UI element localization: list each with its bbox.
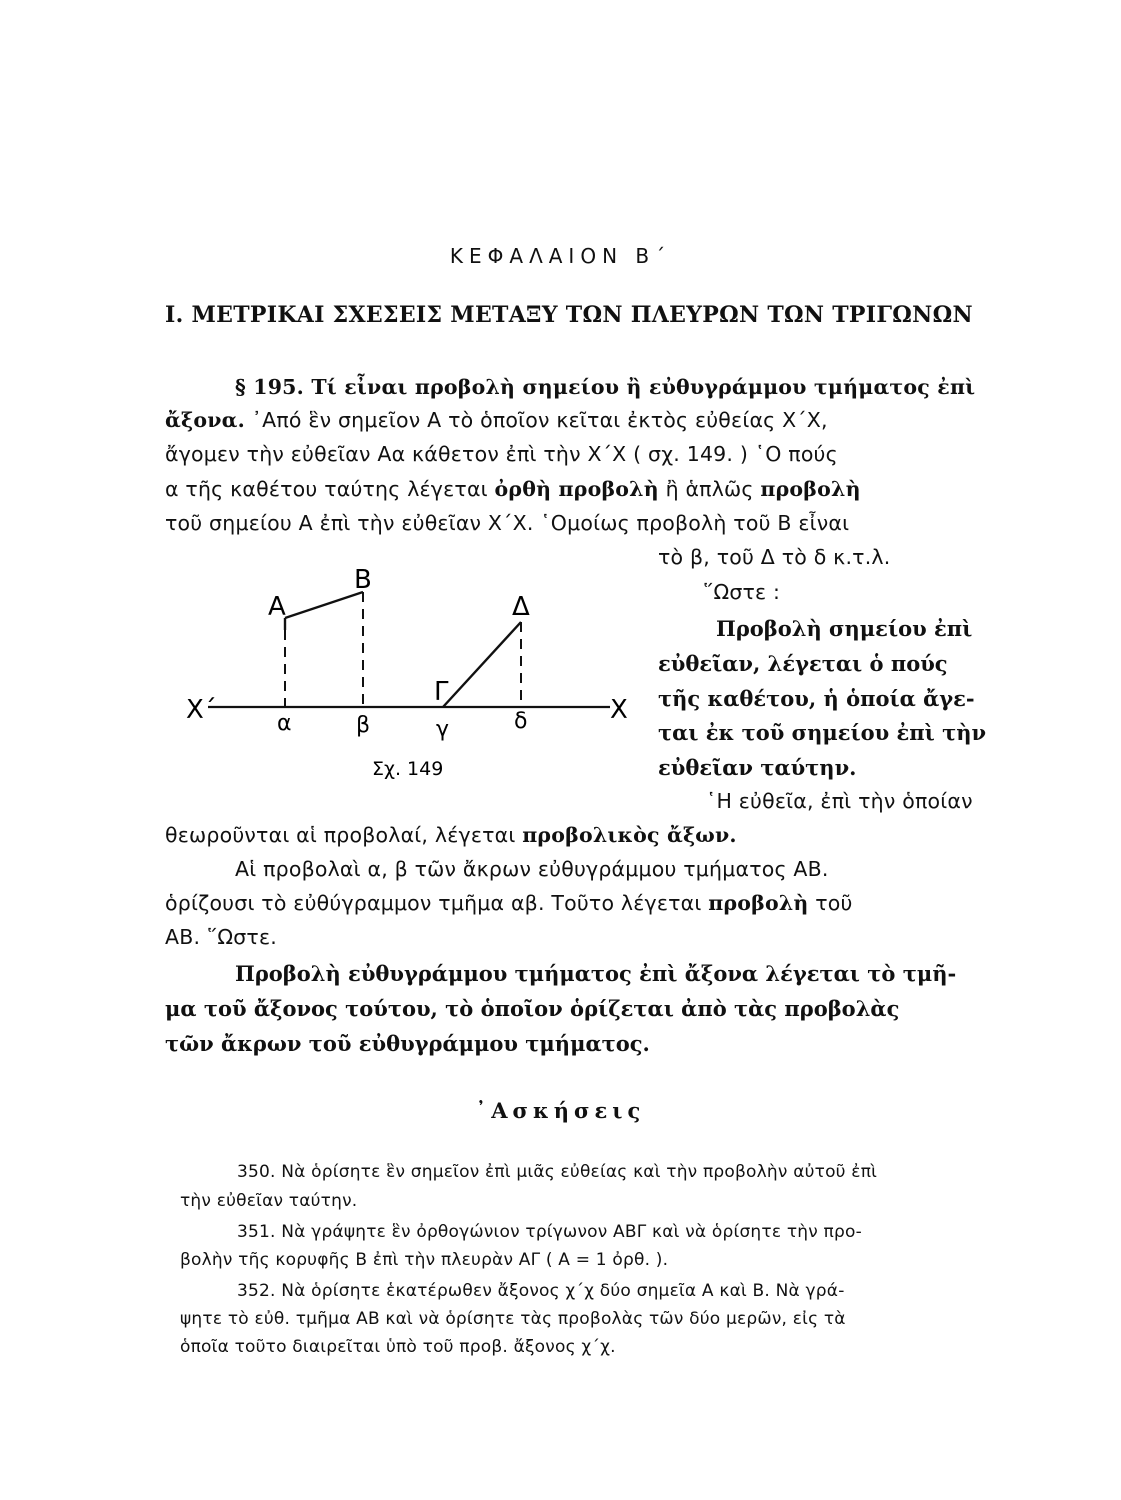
section-title: Ι. ΜΕΤΡΙΚΑΙ ΣΧΕΣΕΙΣ ΜΕΤΑΞΥ ΤΩΝ ΠΛΕΥΡΩΝ ΤΩΝ ΤΡΙΓΩΝΩΝ bbox=[165, 302, 973, 328]
exercise-line: βολὴν τῆς κορυφῆς Β ἐπὶ τὴν πλευρὰν ΑΓ ( Α = 1 ὀρθ. ). bbox=[180, 1250, 669, 1270]
label-delta: δ bbox=[514, 709, 528, 734]
exercise-line: 352. Νὰ ὁρίσητε ἑκατέρωθεν ἄξονος χ΄χ δύο σημεῖα Α καὶ Β. Νὰ γρά- bbox=[237, 1281, 845, 1301]
paragraph-line: τὸ β, τοῦ Δ τὸ δ κ.τ.λ. bbox=[658, 545, 891, 569]
paragraph-line: Αἱ προβολαὶ α, β τῶν ἄκρων εὐθυγράμμου τμήματος ΑΒ. bbox=[235, 857, 829, 881]
label-d: Δ bbox=[512, 592, 530, 622]
bold-term: προβολὴ bbox=[760, 477, 861, 501]
definition-line: Προβολὴ εὐθυγράμμου τμήματος ἐπὶ ἄξονα λέγεται τὸ τμῆ- bbox=[235, 961, 957, 986]
exercise-line: 350. Νὰ ὁρίσητε ἓν σημεῖον ἐπὶ μιᾶς εὐθείας καὶ τὴν προβολὴν αὐτοῦ ἐπὶ bbox=[237, 1162, 878, 1182]
paragraph-line: ΑΒ. ῞Ωστε. bbox=[165, 925, 277, 949]
paragraph-line bbox=[165, 823, 737, 847]
paragraph-line bbox=[165, 477, 861, 501]
figure-caption: Σχ. 149 bbox=[372, 758, 444, 780]
chapter-title: ΚΕΦΑΛΑΙΟΝ Β΄ bbox=[449, 244, 672, 268]
paragraph-line: ῞Ωστε : bbox=[703, 580, 781, 604]
paragraph-line: τοῦ σημείου Α ἐπὶ τὴν εὐθεῖαν Χ΄Χ. ῾Ομοίως προβολὴ τοῦ Β εἶναι bbox=[165, 511, 850, 535]
paragraph-line: ἄγομεν τὴν εὐθεῖαν Αα κάθετον ἐπὶ τὴν Χ΄Χ ( σχ. 149. ) ῾Ο πούς bbox=[165, 442, 838, 466]
paragraph-line bbox=[165, 408, 828, 432]
bold-term: ὀρθὴ προβολὴ bbox=[494, 477, 659, 501]
definition-line: ται ἐκ τοῦ σημείου ἐπὶ τὴν bbox=[658, 720, 987, 745]
segment-ab bbox=[285, 592, 363, 618]
exercise-line: ὁποῖα τοῦτο διαιρεῖται ὑπὸ τοῦ προβ. ἄξονος χ΄χ. bbox=[180, 1337, 616, 1357]
definition-line: τῶν ἄκρων τοῦ εὐθυγράμμου τμήματος. bbox=[165, 1031, 650, 1056]
paragraph-heading-end: ἄξονα. bbox=[165, 408, 245, 432]
label-x-left: Χ΄ bbox=[186, 695, 217, 725]
label-gamma: γ bbox=[436, 717, 450, 742]
paragraph-text: ἢ ἁπλῶς bbox=[665, 477, 754, 501]
paragraph-text: α τῆς καθέτου ταύτης λέγεται bbox=[165, 477, 488, 501]
label-beta: β bbox=[356, 713, 371, 738]
label-g: Γ bbox=[434, 677, 449, 707]
bold-term: προβολικὸς ἄξων. bbox=[522, 823, 737, 847]
definition-line: Προβολὴ σημείου ἐπὶ bbox=[716, 616, 973, 641]
paragraph-heading: § 195. Τί εἶναι προβολὴ σημείου ἢ εὐθυγράμμου τμήματος ἐπὶ bbox=[235, 375, 976, 399]
exercise-line: τὴν εὐθεῖαν ταύτην. bbox=[180, 1191, 358, 1211]
exercise-line: ψητε τὸ εὐθ. τμῆμα ΑΒ καὶ νὰ ὁρίσητε τὰς προβολὰς τῶν δύο μερῶν, εἰς τὰ bbox=[180, 1309, 846, 1329]
segment-gd bbox=[443, 622, 521, 707]
figure-149 bbox=[180, 560, 640, 795]
label-alpha: α bbox=[277, 711, 292, 736]
paragraph-line bbox=[165, 891, 853, 915]
paragraph-line: ῾Η εὐθεῖα, ἐπὶ τὴν ὁποίαν bbox=[706, 789, 973, 813]
paragraph-text: ὁρίζουσι τὸ εὐθύγραμμον τμῆμα αβ. Τοῦτο λέγεται bbox=[165, 891, 702, 915]
exercises-heading: ᾿Ασκήσεις bbox=[475, 1098, 646, 1123]
definition-line: μα τοῦ ἄξονος τούτου, τὸ ὁποῖον ὁρίζεται ἀπὸ τὰς προβολὰς bbox=[165, 996, 900, 1021]
paragraph-text: τοῦ bbox=[815, 891, 853, 915]
definition-line: τῆς καθέτου, ἡ ὁποία ἄγε- bbox=[658, 686, 975, 711]
paragraph-text: ᾿Από ἓν σημεῖον Α τὸ ὁποῖον κεῖται ἐκτὸς εὐθείας Χ΄Χ, bbox=[251, 408, 828, 432]
exercise-line: 351. Νὰ γράψητε ἓν ὀρθογώνιον τρίγωνον ΑΒΓ καὶ νὰ ὁρίσητε τὴν προ- bbox=[237, 1222, 862, 1242]
label-x-right: Χ bbox=[610, 695, 628, 725]
bold-term: προβολὴ bbox=[708, 891, 809, 915]
definition-line: εὐθεῖαν ταύτην. bbox=[658, 755, 857, 780]
definition-line: εὐθεῖαν, λέγεται ὁ πούς bbox=[658, 651, 948, 676]
label-a: Α bbox=[268, 592, 286, 622]
label-b: Β bbox=[354, 565, 372, 595]
paragraph-text: θεωροῦνται αἱ προβολαί, λέγεται bbox=[165, 823, 516, 847]
